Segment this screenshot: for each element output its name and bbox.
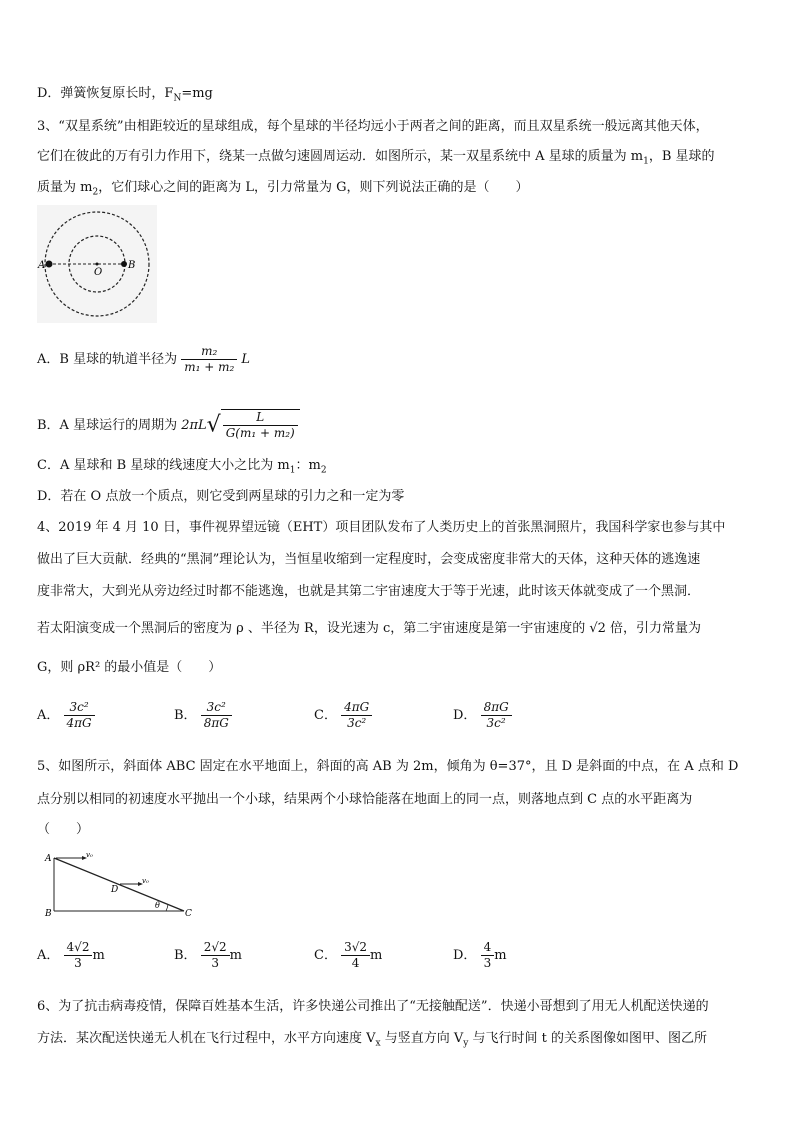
- q4-option-b: B． $\frac{\text{3c²}}{8\pi G}$: [174, 700, 232, 731]
- q4-line-4: 若太阳演变成一个黑洞后的密度为 ρ 、半径为 R，设光速为 c，第二宇宙速度是第一宇宙速度的 √2 倍，引力常量为: [37, 621, 702, 636]
- q4-option-c: C． $\frac{4\pi G}{\text{3c²}}$: [314, 700, 372, 731]
- label-o: O: [94, 267, 103, 278]
- label-a: A: [38, 260, 46, 271]
- star-a-dot: [46, 261, 53, 268]
- q5-line-1: 5、如图所示，斜面体 ABC 固定在水平地面上，斜面的高 AB 为 2m，倾角为 θ=37°，且 D 是斜面的中点，在 A 点和 D: [37, 759, 739, 774]
- label-b: B: [128, 260, 136, 271]
- q3-line-3: 质量为 $m_2$，它们球心之间的距离为 L，引力常量为 G，则下列说法正确的是（ ）: [37, 180, 529, 198]
- q5-option-c: C． $\frac{3√2}{4}$ m: [314, 940, 383, 970]
- q4-option-d: D． $\frac{8\pi G}{\text{3c²}}$: [453, 700, 512, 731]
- label-a: A: [45, 854, 52, 864]
- label-d: D: [111, 885, 119, 895]
- q5-option-a: A． $\frac{4√2}{3}$ m: [37, 940, 105, 970]
- q4-line-2: 做出了巨大贡献．经典的“黑洞”理论认为，当恒星收缩到一定程度时，会变成密度非常大的天体，这种天体的逃逸速: [37, 552, 701, 567]
- q3-line-2: 它们在彼此的万有引力作用下，绕某一点做匀速圆周运动．如图所示，某一双星系统中 A 星球的质量为 $m_1$，B 星球的: [37, 149, 715, 167]
- q5-option-b: B． $\frac{2√2}{3}$ m: [174, 940, 242, 970]
- q3-option-a: A．B 星球的轨道半径为 $\frac{\text{m₂}}{\text{m₁ + m₂}}$ L: [37, 344, 251, 374]
- star-b-dot: [121, 261, 127, 267]
- q4-option-a: A． $\frac{\text{3c²}}{4\pi G}$: [37, 700, 95, 731]
- q6-line-2: 方法．某次配送快递无人机在飞行过程中，水平方向速度 $V_x$ 与竖直方向 $V_y$ 与飞行时间 t 的关系图像如图甲、图乙所: [37, 1031, 707, 1049]
- q5-line-2: 点分别以相同的初速度水平抛出一个小球，结果两个小球恰能落在地面上的同一点，则落地点到 C 点的水平距离为: [37, 792, 693, 807]
- incline-figure: [44, 850, 194, 922]
- binary-star-orbit-figure: [37, 205, 157, 323]
- prev-option-d: D．弹簧恢复原长时，$F_N=mg$: [37, 86, 213, 104]
- q3-option-d: D．若在 O 点放一个质点，则它受到两星球的引力之和一定为零: [37, 489, 405, 504]
- label-c: C: [185, 909, 192, 919]
- q5-line-3: （ ）: [37, 822, 90, 837]
- q3-option-b: B．A 星球运行的周期为 2πL√ $\frac{L}{\text{G(m₁ + m₂)}}$: [37, 409, 300, 441]
- q6-line-1: 6、为了抗击病毒疫情，保障百姓基本生活，许多快递公司推出了“无接触配送”．快递小哥想到了用无人机配送快递的: [37, 999, 709, 1014]
- label-v0-d: v₀: [142, 877, 149, 885]
- q3-line-1: 3、“双星系统”由相距较近的星球组成，每个星球的半径均远小于两者之间的距离，而且双星系统一般远离其他天体，: [37, 119, 709, 134]
- label-b: B: [45, 909, 52, 919]
- q5-option-d: D． $\frac{4}{3}$ m: [453, 940, 507, 970]
- q4-line-3: 度非常大，大到光从旁边经过时都不能逃逸，也就是其第二宇宙速度大于等于光速，此时该天体就变成了一个黑洞．: [37, 584, 701, 599]
- q4-line-1: 4、2019 年 4 月 10 日，事件视界望远镜（EHT）项目团队发布了人类历史上的首张黑洞照片，我国科学家也参与其中: [37, 520, 726, 535]
- label-theta: θ: [155, 901, 160, 910]
- q4-line-5: G，则 ρR² 的最小值是（ ）: [37, 660, 222, 675]
- q3-option-c: C．A 星球和 B 星球的线速度大小之比为 $m_1$：$m_2$: [37, 458, 327, 476]
- label-v0-a: v₀: [86, 851, 93, 859]
